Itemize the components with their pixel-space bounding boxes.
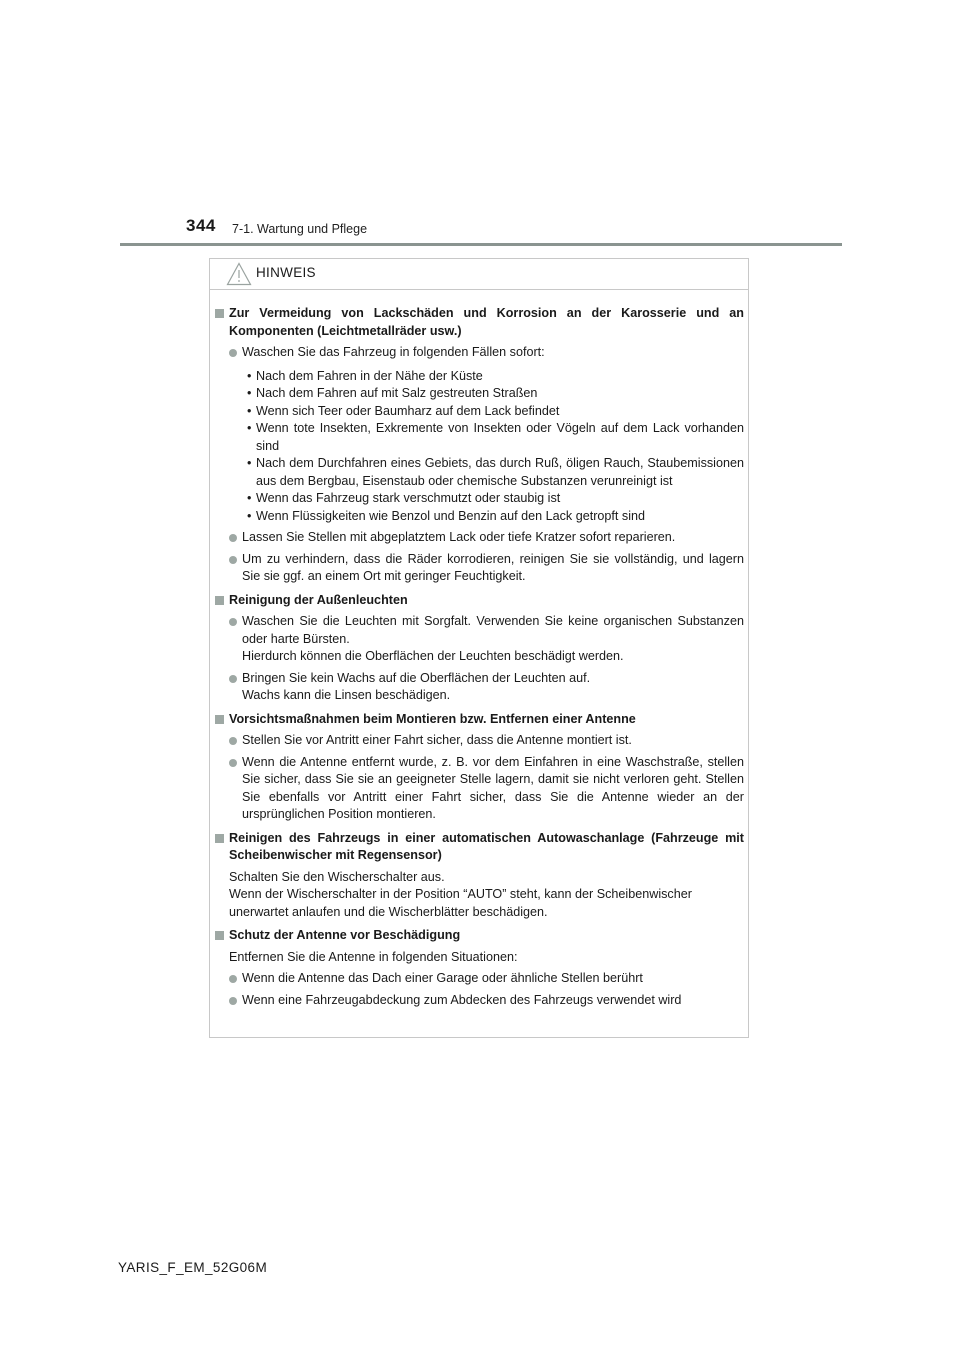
bullet-icon: • [247, 421, 252, 435]
sub-list-item [215, 508, 744, 526]
item-line: Waschen Sie die Leuchten mit Sorgfalt. Verwenden Sie keine organischen Substanzen oder harte Bürsten. [242, 614, 744, 646]
circle-bullet-icon [229, 759, 237, 767]
circle-bullet-icon [229, 556, 237, 564]
item-text: Wenn eine Fahrzeugabdeckung zum Abdecken des Fahrzeugs verwendet wird [242, 992, 682, 1007]
list-item [215, 529, 744, 547]
section-heading [215, 711, 744, 729]
sub-list-item [215, 403, 744, 421]
square-bullet-icon [215, 309, 224, 318]
heading-text: Vorsichtsmaßnahmen beim Montieren bzw. Entfernen einer Antenne [229, 711, 636, 726]
list-item [215, 970, 744, 988]
list-item [215, 613, 744, 666]
square-bullet-icon [215, 596, 224, 605]
list-item [215, 344, 744, 525]
footer-code: YARIS_F_EM_52G06M [118, 1260, 268, 1275]
paragraph-line: Schalten Sie den Wischerschalter aus. [229, 869, 445, 884]
item-text: Waschen Sie das Fahrzeug in folgenden Fällen sofort: [242, 345, 545, 359]
notice-box [209, 258, 749, 1038]
bullet-icon: • [247, 456, 252, 470]
sub-item-text: Wenn tote Insekten, Exkremente von Insekten oder Vögeln auf dem Lack vorhanden sind [256, 421, 744, 453]
item-text: Um zu verhindern, dass die Räder korrodieren, reinigen Sie sie vollständig, und lagern Sie sie ggf. an einem Ort mit geringer Feuchtigkeit. [242, 551, 744, 583]
section-heading [215, 592, 744, 610]
paragraph [215, 869, 744, 922]
bullet-icon: • [247, 368, 252, 383]
square-bullet-icon [215, 931, 224, 940]
sub-item-text: Nach dem Fahren auf mit Salz gestreuten Straßen [256, 386, 538, 400]
item-text: Wenn die Antenne das Dach einer Garage oder ähnliche Stellen berührt [242, 971, 643, 985]
item-text: Wenn die Antenne entfernt wurde, z. B. vor dem Einfahren in eine Waschstraße, stellen Sie sicher, dass Sie sie an geeigneter Stelle lagern, damit sie nicht verloren geht. Stellen Sie ebenfalls vor Antritt einer Fahrt sicher, dass Sie die Antenne wieder an der ursprünglichen Position montieren. [242, 754, 744, 821]
item-text: Stellen Sie vor Antritt einer Fahrt sicher, dass die Antenne montiert ist. [242, 733, 632, 747]
item-line: Bringen Sie kein Wachs auf die Oberflächen der Leuchten auf. [242, 670, 591, 685]
notice-header [210, 259, 748, 290]
item-text: Lassen Sie Stellen mit abgeplatztem Lack oder tiefe Kratzer sofort reparieren. [242, 530, 676, 544]
circle-bullet-icon [229, 675, 237, 683]
list-item [215, 670, 744, 705]
paragraph-line: Wenn der Wischerschalter in der Position “AUTO” steht, kann der Scheibenwischer unerwartet anlaufen und die Wischerblätter beschädigen. [229, 887, 692, 919]
sub-item-text: Wenn Flüssigkeiten wie Benzol und Benzin auf den Lack getropft sind [256, 508, 646, 523]
heading-text: Zur Vermeidung von Lackschäden und Korrosion an der Karosserie und an Komponenten (Leichtmetallräder usw.) [229, 306, 744, 338]
item-line: Hierdurch können die Oberflächen der Leuchten beschädigt werden. [242, 649, 624, 663]
sub-list-item [215, 368, 744, 386]
section-heading [215, 305, 744, 340]
item-line: Wachs kann die Linsen beschädigen. [242, 688, 451, 702]
sub-list-item [215, 420, 744, 455]
heading-text: Schutz der Antenne vor Beschädigung [229, 928, 461, 942]
list-item [215, 992, 744, 1010]
bullet-icon: • [247, 386, 252, 400]
circle-bullet-icon [229, 737, 237, 745]
section-heading [215, 927, 744, 945]
sub-item-text: Nach dem Fahren in der Nähe der Küste [256, 368, 483, 383]
section-heading [215, 830, 744, 865]
sub-item-text: Wenn sich Teer oder Baumharz auf dem Lack befindet [256, 403, 560, 418]
list-item [215, 551, 744, 586]
heading-text: Reinigen des Fahrzeugs in einer automatischen Autowaschanlage (Fahrzeuge mit Scheibenwischer mit Regensensor) [229, 830, 744, 862]
page-number: 344 [186, 216, 216, 235]
list-item [215, 754, 744, 824]
sub-list-item [215, 455, 744, 490]
square-bullet-icon [215, 834, 224, 843]
notice-content [215, 299, 744, 1009]
notice-title: HINWEIS [256, 265, 316, 280]
list-item [215, 732, 744, 750]
paragraph: Entfernen Sie die Antenne in folgenden Situationen: [229, 949, 518, 964]
sub-list [215, 368, 744, 526]
circle-bullet-icon [229, 618, 237, 626]
bullet-icon: • [247, 508, 252, 523]
sub-list-item [215, 385, 744, 403]
circle-bullet-icon [229, 349, 237, 357]
sub-item-text: Nach dem Durchfahren eines Gebiets, das durch Ruß, öligen Rauch, Staubemissionen aus dem Bergbau, Eisenstaub oder chemische Substanzen verunreinigt ist [256, 456, 744, 488]
header-rule [120, 243, 842, 246]
circle-bullet-icon [229, 534, 237, 542]
section-title: 7-1. Wartung und Pflege [232, 222, 368, 236]
circle-bullet-icon [229, 997, 237, 1005]
heading-text: Reinigung der Außenleuchten [229, 592, 408, 607]
warning-triangle-icon [226, 262, 252, 286]
square-bullet-icon [215, 715, 224, 724]
sub-list-item [215, 490, 744, 508]
sub-item-text: Wenn das Fahrzeug stark verschmutzt oder staubig ist [256, 491, 561, 505]
circle-bullet-icon [229, 975, 237, 983]
bullet-icon: • [247, 403, 252, 418]
bullet-icon: • [247, 491, 252, 505]
